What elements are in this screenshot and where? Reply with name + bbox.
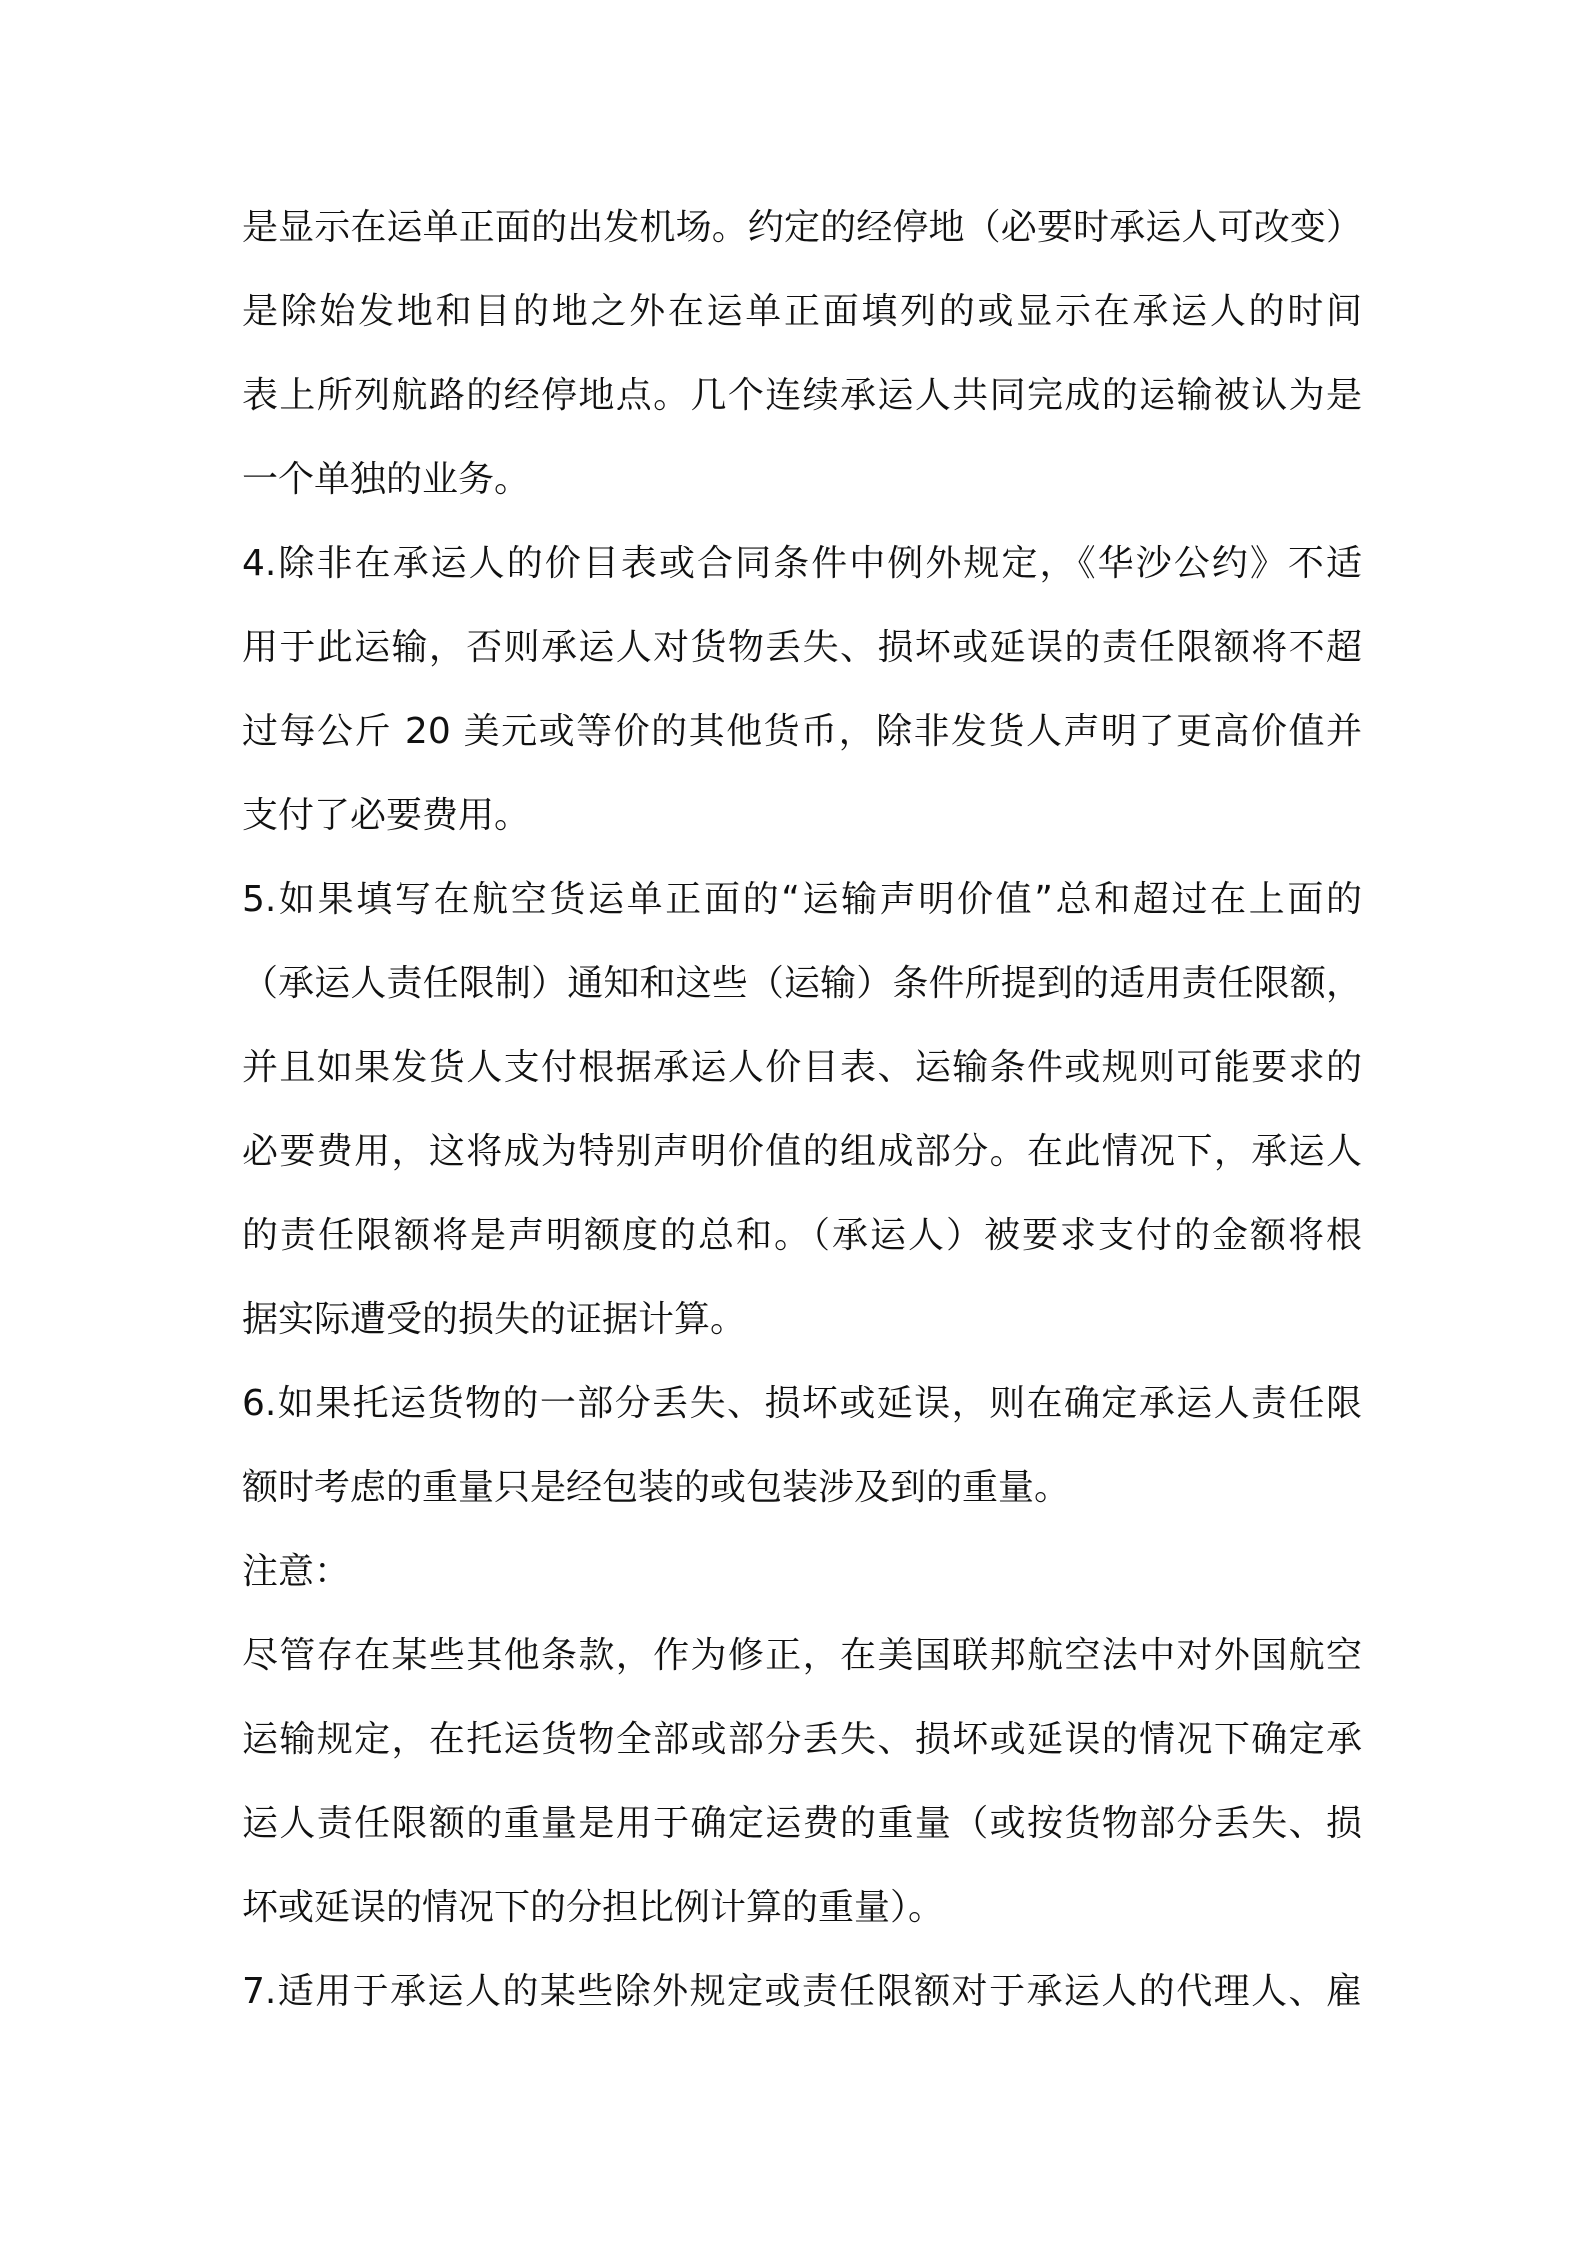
clause-4-line: 4.除非在承运人的价目表或合同条件中例外规定，《华沙公约》不适: [242, 543, 1362, 584]
text-line: 过每公斤 20 美元或等价的其他货币，除非发货人声明了更高价值并: [242, 711, 1362, 752]
clause-5-line: 5.如果填写在航空货运单正面的“运输声明价值”总和超过在上面的: [242, 879, 1362, 920]
text-line: 运人责任限额的重量是用于确定运费的重量（或按货物部分丢失、损: [242, 1803, 1362, 1844]
text-line: 尽管存在某些其他条款，作为修正，在美国联邦航空法中对外国航空: [242, 1635, 1362, 1676]
text-line: 额时考虑的重量只是经包装的或包装涉及到的重量。: [242, 1467, 1071, 1508]
text-line: 并且如果发货人支付根据承运人价目表、运输条件或规则可能要求的: [242, 1047, 1362, 1088]
text-line: 必要费用，这将成为特别声明价值的组成部分。在此情况下，承运人: [242, 1131, 1362, 1172]
text-line: 据实际遭受的损失的证据计算。: [242, 1299, 747, 1340]
text-line: （承运人责任限制）通知和这些（运输）条件所提到的适用责任限额，: [242, 963, 1362, 1004]
note-heading: 注意：: [242, 1551, 351, 1592]
text-line: 用于此运输，否则承运人对货物丢失、损坏或延误的责任限额将不超: [242, 627, 1362, 668]
text-line: 表上所列航路的经停地点。几个连续承运人共同完成的运输被认为是: [242, 375, 1362, 416]
clause-6-line: 6.如果托运货物的一部分丢失、损坏或延误，则在确定承运人责任限: [242, 1383, 1362, 1424]
text-line: 坏或延误的情况下的分担比例计算的重量）。: [242, 1887, 945, 1928]
text-line: 是除始发地和目的地之外在运单正面填列的或显示在承运人的时间: [242, 291, 1362, 332]
text-line: 支付了必要费用。: [242, 795, 531, 836]
text-line: 的责任限额将是声明额度的总和。（承运人）被要求支付的金额将根: [242, 1215, 1362, 1256]
text-line: 是显示在运单正面的出发机场。约定的经停地（必要时承运人可改变）: [242, 207, 1362, 248]
text-line: 运输规定，在托运货物全部或部分丢失、损坏或延误的情况下确定承: [242, 1719, 1362, 1760]
clause-7-line: 7.适用于承运人的某些除外规定或责任限额对于承运人的代理人、雇: [242, 1971, 1362, 2012]
document-body: [242, 200, 1362, 2048]
text-line: 一个单独的业务。: [242, 459, 531, 500]
